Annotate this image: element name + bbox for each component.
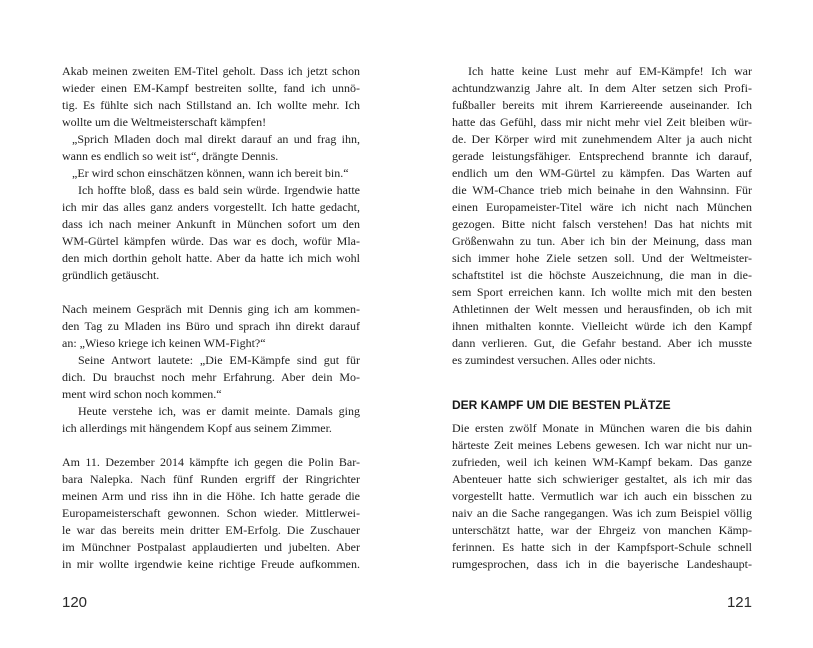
text-line: dann verlieren. Gut, die Gefahr bestand. Aber ich musste [452, 336, 752, 350]
text-line: ment wird schon noch kommen.“ [62, 387, 222, 401]
text-line: Ich hatte keine Lust mehr auf EM-Kämpfe! Ich war [468, 64, 752, 78]
text-line: Seine Antwort lautete: „Die EM-Kämpfe sind gut für [78, 353, 360, 367]
text-line: gründlich getäuscht. [62, 268, 160, 282]
page-number: 121 [726, 594, 752, 611]
text-line: naiv an die Sache rangegangen. Was ich zum Beispiel völlig [452, 505, 752, 520]
text-line: ich allerdings mit hängendem Kopf aus seinem Zimmer. [62, 421, 332, 435]
section-break [62, 284, 360, 301]
text-line: fußballer bereits mit ihrem Karriereende auseinander. Ich [452, 98, 752, 112]
text-line: Abenteuer hatte sich schwieriger gestaltet, als ich mir das [452, 471, 752, 486]
text-line: de. Der Körper wird mit zunehmendem Alter ja auch nicht [452, 132, 752, 146]
left-page [0, 0, 406, 648]
text-line: hatte das Gefühl, dass mir nicht mehr viel Zeit bleiben wür- [452, 115, 752, 129]
text-line: in mir wollte irgendwie keine richtige Freude aufkommen. [62, 557, 360, 571]
text-line: gerade leistungsfähiger. Entsprechend brannte ich darauf, [452, 149, 752, 163]
text-line: schaftstitel ist die höchste Auszeichnung, die man in die- [452, 268, 752, 282]
text-line: Ich hoffte bloß, dass es bald sein würde. Irgendwie hatte [78, 183, 360, 197]
text-line: meinen Arm und riss ihn in die Höhe. Ich hatte gerade die [62, 489, 360, 503]
text-line: sem Sport erreichen kann. Ich wollte mich mit den besten [452, 285, 752, 299]
section-break [62, 437, 360, 454]
text-line: bara Nalepka. Nach fünf Runden ergriff der Ringrichter [62, 472, 360, 486]
text-line: „Er wird schon einschätzen können, wann ich bereit bin.“ [72, 166, 349, 180]
right-page [406, 0, 813, 648]
paragraph [62, 301, 360, 352]
text-line: gezogen. Bitte nicht falsch verstehen! Das hat nichts mit [452, 217, 752, 231]
text-line: sich immer hohe Ziele setzen soll. Und der Weltmeister- [452, 251, 752, 265]
text-line: ferinnen. Es hatte sich in der Kampfsport-Schule schnell [452, 539, 752, 554]
paragraph [62, 165, 360, 182]
text-line: Europameisterschaft gewonnen. Schon wieder. Mittlerwei- [62, 506, 360, 520]
text-line: ich mir das alles ganz anders vorgestellt. Ich hatte gedacht, [62, 200, 360, 214]
text-line: Am 11. Dezember 2014 kämpfte ich gegen die Polin Bar- [62, 455, 360, 469]
page-text [62, 63, 360, 573]
section-heading: DER KAMPF UM DIE BESTEN PLÄTZE [452, 397, 671, 412]
text-line: Heute verstehe ich, was er damit meinte. Damals ging [78, 404, 360, 418]
text-line: vorgestellt hatte. Vermutlich war ich auch ein bisschen zu [452, 488, 752, 503]
page-text [452, 63, 752, 573]
text-line: Akab meinen zweiten EM-Titel geholt. Dass ich jetzt schon [62, 64, 360, 78]
text-line: wann es endlich so weit ist“, drängte Dennis. [62, 149, 279, 163]
text-line: dass ich nach meiner Ankunft in München sofort um den [62, 217, 360, 231]
paragraph [62, 182, 360, 284]
text-line: tig. Es fühlte sich nach Stillstand an. Ich wollte mehr. Ich [62, 98, 360, 112]
text-line: an: „Wieso kriege ich keinen WM-Fight?“ [62, 336, 266, 350]
paragraph [62, 131, 360, 165]
text-line: wieder einen EM-Kampf bestreiten sollte, fand ich unnö- [62, 81, 360, 95]
paragraph [62, 63, 360, 131]
page-number: 120 [62, 594, 88, 611]
text-line: einen Europameister-Titel wäre ich nicht nach München [452, 200, 752, 214]
paragraph [62, 454, 360, 573]
text-line: rumgesprochen, dass ich in die bayerische Landeshaupt- [452, 556, 752, 571]
text-line: Nach meinem Gespräch mit Dennis ging ich am kommen- [62, 302, 360, 316]
text-line: „Sprich Mladen doch mal direkt darauf an und frag ihn, [72, 132, 360, 146]
paragraph [452, 420, 752, 573]
paragraph [62, 352, 360, 403]
paragraph [62, 403, 360, 437]
text-line: WM-Gürtel kämpfen würde. Das war es doch, wofür Mla- [62, 234, 360, 248]
text-line: dich. Du brauchst noch mehr Erfahrung. Aber dein Mo- [62, 370, 360, 384]
text-line: ihnen mithalten konnte. Vielleicht würde ich den Kampf [452, 319, 752, 333]
text-line: endlich um den WM-Gürtel zu kämpfen. Das Warten auf [452, 166, 752, 180]
text-line: härteste Zeit meines Lebens gewesen. Ich war nicht nur un- [452, 437, 752, 452]
text-line: den Tag zu Mladen ins Büro und sprach ihn direkt darauf [62, 319, 360, 333]
text-line: le war das bereits mein dritter EM-Erfolg. Die Zuschauer [62, 523, 360, 537]
text-line: zufrieden, weil ich keinen WM-Kampf bekam. Das ganze [452, 454, 752, 469]
text-line: den mich dorthin geholt hatte. Aber da hatte ich mich wohl [62, 251, 360, 265]
text-line: Athletinnen der Welt messen und herausfinden, ob ich mit [452, 302, 752, 316]
text-line: unterschätzt hatte, war der Ehrgeiz von manchen Kämp- [452, 522, 752, 537]
text-line: es zumindest versuchen. Alles oder nichts. [452, 353, 656, 367]
text-line: die WM-Chance trieb mich beinahe in den Wahnsinn. Für [452, 183, 752, 197]
text-line: Die ersten zwölf Monate in München waren die bis dahin [452, 420, 752, 435]
paragraph [452, 63, 752, 369]
text-line: achtundzwanzig Jahre alt. In dem Alter setzen sich Profi- [452, 81, 752, 95]
text-line: Größenwahn zu tun. Aber ich bin der Meinung, dass man [452, 234, 752, 248]
text-line: im Münchner Postpalast applaudierten und jubelten. Aber [62, 540, 360, 554]
text-line: wollte um die Weltmeisterschaft kämpfen! [62, 115, 267, 129]
